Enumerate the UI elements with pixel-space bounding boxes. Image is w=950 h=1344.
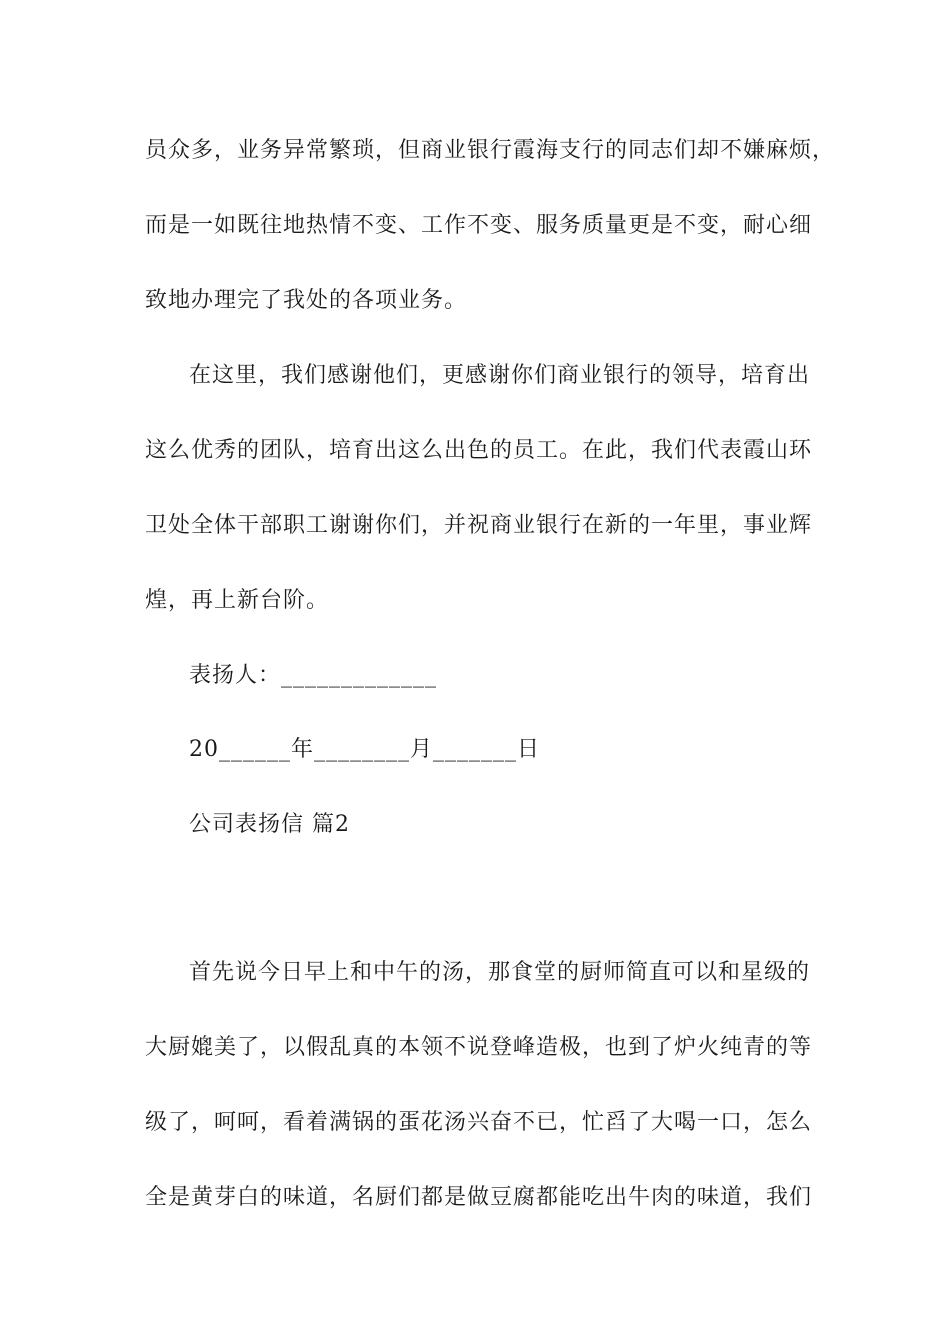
section-title: 公司表扬信 篇2 [189, 812, 350, 837]
paragraph-1-line-1: 员众多，业务异常繁琐，但商业银行霞海支行的同志们却不嫌麻烦， [145, 138, 836, 163]
paragraph-3-line-3: 级了，呵呵，看着满锅的蛋花汤兴奋不已，忙舀了大喝一口，怎么 [145, 1110, 813, 1135]
paragraph-3-line-1: 首先说今日早上和中午的汤，那食堂的厨师简直可以和星级的 [189, 960, 811, 985]
paragraph-1-line-3: 致地办理完了我处的各项业务。 [145, 288, 468, 313]
paragraph-2-line-3: 卫处全体干部职工谢谢你们，并祝商业银行在新的一年里，事业辉 [145, 513, 813, 538]
date-line: 20______年________月_______日 [189, 737, 540, 762]
paragraph-1-line-2: 而是一如既往地热情不变、工作不变、服务质量更是不变，耐心细 [145, 213, 813, 238]
paragraph-2-line-4: 煌，再上新台阶。 [145, 588, 330, 613]
paragraph-2-line-2: 这么优秀的团队，培育出这么出色的员工。在此，我们代表霞山环 [145, 438, 813, 463]
paragraph-3-line-4: 全是黄芽白的味道，名厨们都是做豆腐都能吃出牛肉的味道，我们 [145, 1185, 813, 1210]
paragraph-3-line-2: 大厨媲美了，以假乱真的本领不说登峰造极，也到了炉火纯青的等 [145, 1035, 813, 1060]
signer-line: 表扬人：_____________ [189, 663, 438, 688]
paragraph-2-line-1: 在这里，我们感谢他们，更感谢你们商业银行的领导，培育出 [189, 363, 811, 388]
